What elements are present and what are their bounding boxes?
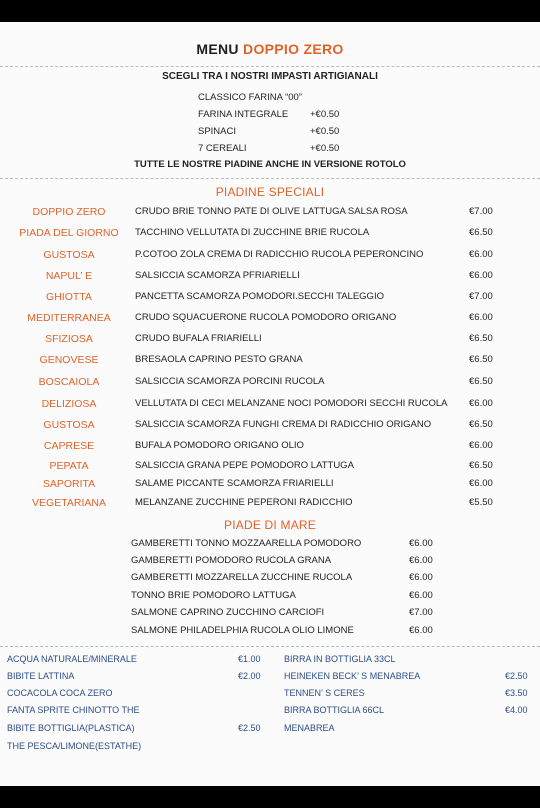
item-name: GUSTOSA bbox=[43, 249, 95, 261]
drink-name: THE PESCA/LIMONE(ESTATHE) bbox=[7, 741, 142, 751]
menu-title-accent: DOPPIO ZERO bbox=[243, 41, 344, 57]
item-description: MELANZANE ZUCCHINE PEPERONI RADICCHIO bbox=[135, 497, 353, 508]
menu-item bbox=[0, 440, 540, 456]
drink-price: €4.00 bbox=[505, 705, 528, 715]
divider bbox=[0, 66, 540, 67]
menu-item bbox=[0, 206, 540, 222]
item-name: MEDITERRANEA bbox=[27, 312, 111, 324]
drink-name: TENNEN’ S CERES bbox=[284, 688, 365, 698]
item-name: VEGETARIANA bbox=[32, 497, 106, 509]
menu-title-prefix: MENU bbox=[196, 41, 244, 57]
item-price: €5.50 bbox=[469, 497, 493, 508]
item-price: €6.00 bbox=[469, 270, 493, 281]
item-name: GHIOTTA bbox=[46, 291, 92, 303]
menu-item bbox=[0, 590, 540, 606]
item-name: SFIZIOSA bbox=[45, 333, 93, 345]
menu-title bbox=[0, 41, 540, 57]
drink-price: €2.50 bbox=[505, 671, 528, 681]
menu-item bbox=[0, 398, 540, 414]
item-price: €6.00 bbox=[469, 478, 493, 489]
menu-item bbox=[0, 249, 540, 265]
menu-item bbox=[0, 270, 540, 286]
item-name: CAPRESE bbox=[43, 440, 95, 452]
menu-item bbox=[0, 419, 540, 435]
item-price: €7.00 bbox=[469, 206, 493, 217]
menu-item bbox=[0, 333, 540, 349]
impasto-price: +€0.50 bbox=[310, 143, 340, 154]
impasto-price: +€0.50 bbox=[310, 109, 340, 120]
item-description: SALAME PICCANTE SCAMORZA FRIARIELLI bbox=[135, 478, 334, 489]
item-price: €6.00 bbox=[469, 440, 493, 451]
item-price: €6.50 bbox=[469, 227, 493, 238]
menu-item bbox=[0, 460, 540, 476]
menu-item bbox=[0, 478, 540, 494]
item-description: TONNO BRIE POMODORO LATTUGA bbox=[131, 590, 296, 601]
item-description: P.COTOO ZOLA CREMA DI RADICCHIO RUCOLA PEPERONCINO bbox=[135, 249, 424, 260]
menu-item bbox=[0, 555, 540, 571]
item-description: PANCETTA SCAMORZA POMODORI.SECCHI TALEGGIO bbox=[135, 291, 384, 302]
item-name: NAPUL’ E bbox=[45, 270, 93, 282]
item-description: SALSICCIA GRANA PEPE POMODORO LATTUGA bbox=[135, 460, 354, 471]
item-price: €6.00 bbox=[409, 572, 433, 583]
drink-price: €1.00 bbox=[238, 654, 261, 664]
rotolo-note: TUTTE LE NOSTRE PIADINE ANCHE IN VERSIONE ROTOLO bbox=[134, 159, 406, 170]
item-name: GUSTOSA bbox=[43, 419, 95, 431]
menu-item bbox=[0, 376, 540, 392]
item-price: €6.50 bbox=[469, 354, 493, 365]
drink-price: €2.50 bbox=[238, 723, 261, 733]
item-name: BOSCAIOLA bbox=[38, 376, 100, 388]
item-price: €6.00 bbox=[469, 312, 493, 323]
menu-item bbox=[0, 291, 540, 307]
item-description: BUFALA POMODORO ORIGANO OLIO bbox=[135, 440, 304, 451]
item-name: PIADA DEL GIORNO bbox=[19, 227, 119, 239]
item-description: GAMBERETTI POMODORO RUCOLA GRANA bbox=[131, 555, 332, 566]
item-description: GAMBERETTI MOZZARELLA ZUCCHINE RUCOLA bbox=[131, 572, 353, 583]
drink-name: ACQUA NATURALE/MINERALE bbox=[7, 654, 137, 664]
item-price: €6.00 bbox=[409, 555, 433, 566]
impasto-item bbox=[198, 92, 398, 109]
item-description: CRUDO SQUACUERONE RUCOLA POMODORO ORIGANO bbox=[135, 312, 397, 323]
impasti-list bbox=[198, 92, 398, 160]
item-name: PEPATA bbox=[49, 460, 89, 472]
item-price: €6.00 bbox=[469, 398, 493, 409]
item-description: SALMONE CAPRINO ZUCCHINO CARCIOFI bbox=[131, 607, 325, 618]
item-name: SAPORITA bbox=[42, 478, 96, 490]
drink-name: FANTA SPRITE CHINOTTO THE bbox=[7, 705, 140, 715]
item-price: €6.50 bbox=[469, 333, 493, 344]
item-name: DELIZIOSA bbox=[41, 398, 97, 410]
section-title-piadine-speciali: PIADINE SPECIALI bbox=[215, 185, 325, 199]
impasto-name: CLASSICO FARINA “00” bbox=[198, 92, 303, 103]
drink-price: €3.50 bbox=[505, 688, 528, 698]
impasto-name: SPINACI bbox=[198, 126, 237, 137]
drink-name: BIRRA BOTTIGLIA 66CL bbox=[284, 705, 385, 715]
drink-price: €2.00 bbox=[238, 671, 261, 681]
item-price: €6.00 bbox=[409, 590, 433, 601]
item-description: GAMBERETTI TONNO MOZZAARELLA POMODORO bbox=[131, 538, 362, 549]
menu-page bbox=[0, 22, 540, 786]
drink-name: BIBITE BOTTIGLIA(PLASTICA) bbox=[7, 723, 135, 733]
menu-item bbox=[0, 497, 540, 513]
item-description: SALMONE PHILADELPHIA RUCOLA OLIO LIMONE bbox=[131, 625, 354, 636]
drink-name: BIRRA IN BOTTIGLIA 33CL bbox=[284, 654, 396, 664]
item-price: €6.00 bbox=[409, 625, 433, 636]
item-price: €6.00 bbox=[469, 249, 493, 260]
menu-item bbox=[0, 572, 540, 588]
item-price: €6.00 bbox=[409, 538, 433, 549]
impasto-price: +€0.50 bbox=[310, 126, 340, 137]
drink-name: COCACOLA COCA ZERO bbox=[7, 688, 113, 698]
drink-name: HEINEKEN BECK’ S MENABREA bbox=[284, 671, 421, 681]
impasto-item bbox=[198, 143, 398, 160]
menu-item bbox=[0, 227, 540, 243]
item-name: DOPPIO ZERO bbox=[32, 206, 106, 218]
menu-item bbox=[0, 354, 540, 370]
item-description: SALSICCIA SCAMORZA FUNGHI CREMA DI RADICCHIO ORIGANO bbox=[135, 419, 432, 430]
drink-name: MENABREA bbox=[284, 723, 335, 733]
item-price: €6.50 bbox=[469, 460, 493, 471]
impasti-heading: SCEGLI TRA I NOSTRI IMPASTI ARTIGIANALI bbox=[162, 71, 378, 82]
menu-item bbox=[0, 607, 540, 623]
impasto-name: 7 CEREALI bbox=[198, 143, 247, 154]
divider bbox=[0, 178, 540, 179]
item-price: €6.50 bbox=[469, 419, 493, 430]
item-price: €6.50 bbox=[469, 376, 493, 387]
section-title-piade-di-mare: PIADE DI MARE bbox=[224, 518, 316, 532]
menu-item bbox=[0, 312, 540, 328]
impasto-item bbox=[198, 109, 398, 126]
menu-item bbox=[0, 538, 540, 554]
item-description: BRESAOLA CAPRINO PESTO GRANA bbox=[135, 354, 303, 365]
item-description: TACCHINO VELLUTATA DI ZUCCHINE BRIE RUCOLA bbox=[135, 227, 370, 238]
item-price: €7.00 bbox=[469, 291, 493, 302]
item-description: VELLUTATA DI CECI MELANZANE NOCI POMODORI SECCHI RUCOLA bbox=[135, 398, 448, 409]
menu-item bbox=[0, 625, 540, 641]
item-description: CRUDO BUFALA FRIARIELLI bbox=[135, 333, 262, 344]
drink-name: BIBITE LATTINA bbox=[7, 671, 75, 681]
drinks-section bbox=[0, 646, 540, 786]
impasto-name: FARINA INTEGRALE bbox=[198, 109, 289, 120]
impasto-item bbox=[198, 126, 398, 143]
item-price: €7.00 bbox=[409, 607, 433, 618]
item-description: CRUDO BRIE TONNO PATE DI OLIVE LATTUGA SALSA ROSA bbox=[135, 206, 408, 217]
item-name: GENOVESE bbox=[39, 354, 99, 366]
item-description: SALSICCIA SCAMORZA PFRIARIELLI bbox=[135, 270, 300, 281]
item-description: SALSICCIA SCAMORZA PORCINI RUCOLA bbox=[135, 376, 325, 387]
